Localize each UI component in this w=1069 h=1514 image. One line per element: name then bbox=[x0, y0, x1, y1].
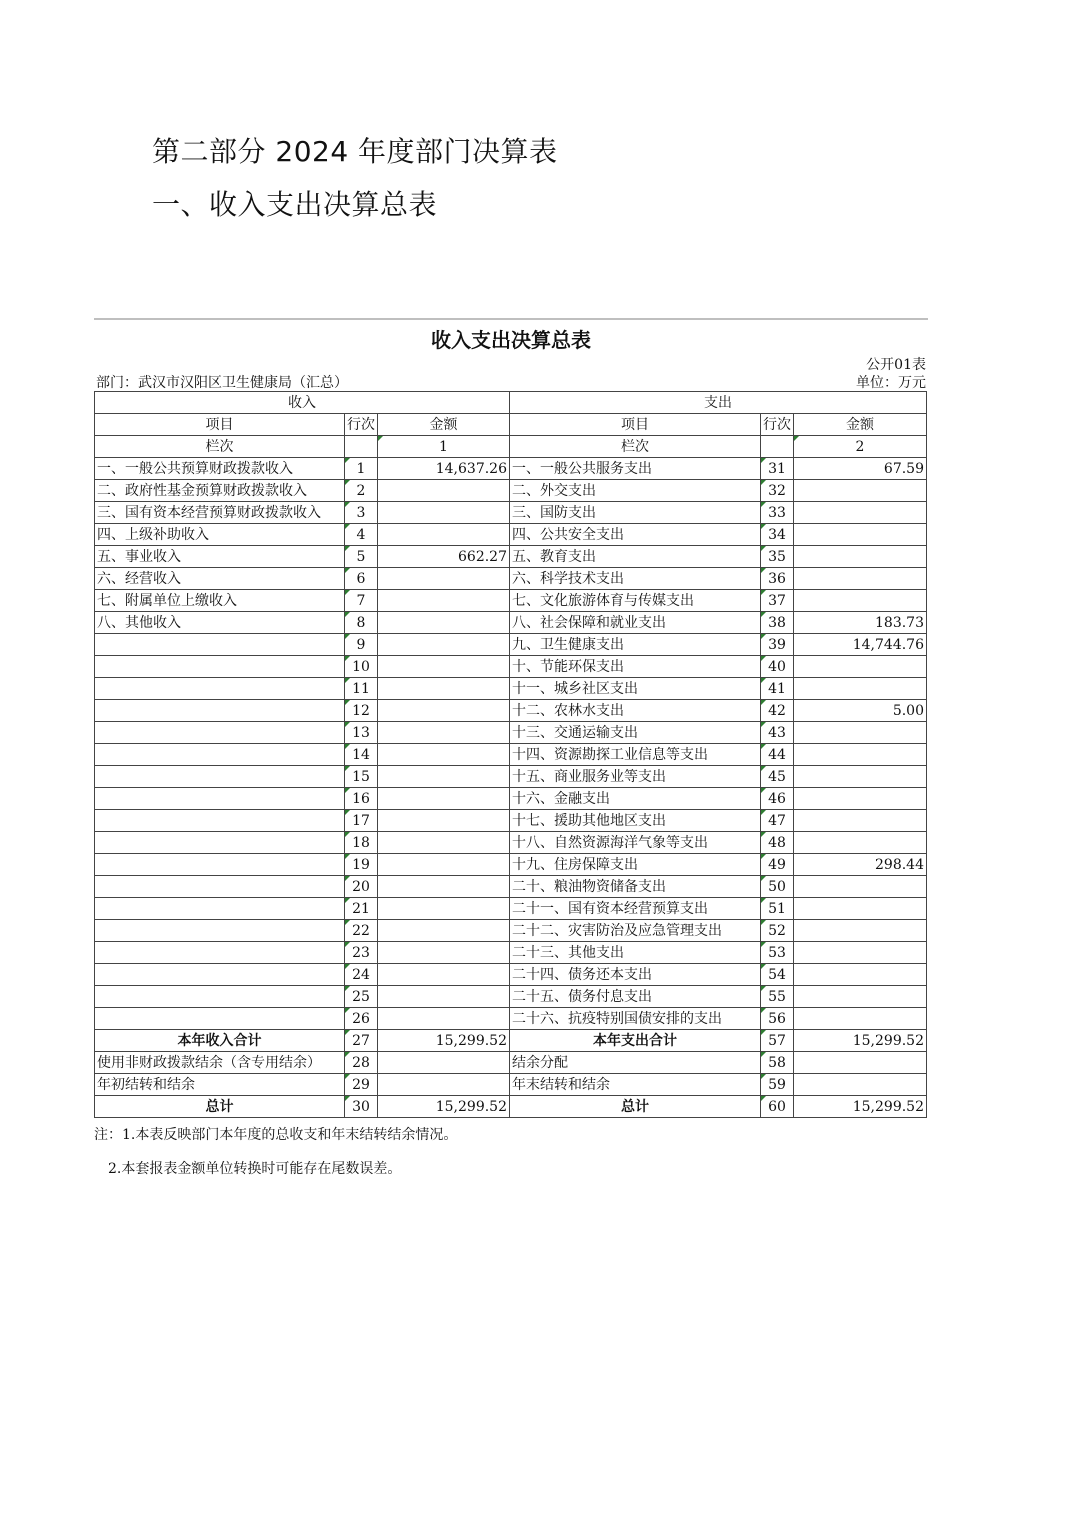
expense-lanci-label: 栏次 bbox=[510, 436, 761, 458]
income-line-no: 3 bbox=[345, 502, 378, 524]
table-row bbox=[95, 480, 927, 502]
expense-amount bbox=[794, 832, 927, 854]
expense-amount bbox=[794, 788, 927, 810]
table-row bbox=[95, 634, 927, 656]
income-header: 收入 bbox=[95, 392, 510, 414]
expense-item: 十五、商业服务业等支出 bbox=[510, 766, 761, 788]
expense-amount: 15,299.52 bbox=[794, 1030, 927, 1052]
income-line-no: 2 bbox=[345, 480, 378, 502]
income-item bbox=[95, 656, 345, 678]
table-row bbox=[95, 612, 927, 634]
income-item bbox=[95, 898, 345, 920]
expense-line-no: 60 bbox=[761, 1096, 794, 1118]
income-item: 八、其他收入 bbox=[95, 612, 345, 634]
table-row bbox=[95, 656, 927, 678]
group-header-row bbox=[95, 392, 927, 414]
income-amount bbox=[378, 678, 510, 700]
table-row bbox=[95, 546, 927, 568]
expense-item: 二十一、国有资本经营预算支出 bbox=[510, 898, 761, 920]
expense-amount bbox=[794, 898, 927, 920]
income-line-no: 15 bbox=[345, 766, 378, 788]
table-row bbox=[95, 502, 927, 524]
income-item: 五、事业收入 bbox=[95, 546, 345, 568]
expense-item: 四、公共安全支出 bbox=[510, 524, 761, 546]
expense-line-no: 58 bbox=[761, 1052, 794, 1074]
table-row bbox=[95, 766, 927, 788]
expense-item: 二十五、债务付息支出 bbox=[510, 986, 761, 1008]
table-row bbox=[95, 568, 927, 590]
expense-item: 二十六、抗疫特别国债安排的支出 bbox=[510, 1008, 761, 1030]
income-line-no: 27 bbox=[345, 1030, 378, 1052]
income-item bbox=[95, 634, 345, 656]
expense-amount bbox=[794, 722, 927, 744]
top-divider bbox=[94, 318, 928, 320]
expense-item: 年末结转和结余 bbox=[510, 1074, 761, 1096]
income-amount bbox=[378, 656, 510, 678]
expense-item: 二十三、其他支出 bbox=[510, 942, 761, 964]
income-item bbox=[95, 854, 345, 876]
income-item bbox=[95, 1008, 345, 1030]
expense-amount bbox=[794, 920, 927, 942]
income-amount bbox=[378, 1052, 510, 1074]
expense-line-no: 49 bbox=[761, 854, 794, 876]
expense-lanci-empty bbox=[761, 436, 794, 458]
income-item bbox=[95, 986, 345, 1008]
form-number-row bbox=[94, 354, 928, 372]
table-row bbox=[95, 876, 927, 898]
expense-line-no: 47 bbox=[761, 810, 794, 832]
income-item-header: 项目 bbox=[95, 414, 345, 436]
income-line-no: 17 bbox=[345, 810, 378, 832]
expense-line-no: 36 bbox=[761, 568, 794, 590]
income-line-no: 30 bbox=[345, 1096, 378, 1118]
income-amount-header: 金额 bbox=[378, 414, 510, 436]
expense-amount bbox=[794, 964, 927, 986]
income-line-no: 26 bbox=[345, 1008, 378, 1030]
note-1: 注：1.本表反映部门本年度的总收支和年末结转结余情况。 bbox=[94, 1127, 458, 1143]
expense-line-no: 55 bbox=[761, 986, 794, 1008]
income-amount bbox=[378, 986, 510, 1008]
expense-item: 二、外交支出 bbox=[510, 480, 761, 502]
expense-item: 十八、自然资源海洋气象等支出 bbox=[510, 832, 761, 854]
expense-line-no: 31 bbox=[761, 458, 794, 480]
expense-line-no: 48 bbox=[761, 832, 794, 854]
expense-amount: 67.59 bbox=[794, 458, 927, 480]
expense-amount bbox=[794, 524, 927, 546]
expense-amount bbox=[794, 1008, 927, 1030]
expense-amount: 5.00 bbox=[794, 700, 927, 722]
expense-line-no: 35 bbox=[761, 546, 794, 568]
expense-amount bbox=[794, 480, 927, 502]
expense-amount bbox=[794, 1052, 927, 1074]
expense-item: 二十、粮油物资储备支出 bbox=[510, 876, 761, 898]
expense-item: 二十二、灾害防治及应急管理支出 bbox=[510, 920, 761, 942]
income-line-no: 21 bbox=[345, 898, 378, 920]
income-amount bbox=[378, 502, 510, 524]
income-item: 六、经营收入 bbox=[95, 568, 345, 590]
expense-item: 结余分配 bbox=[510, 1052, 761, 1074]
expense-amount bbox=[794, 590, 927, 612]
income-item bbox=[95, 832, 345, 854]
table-row bbox=[95, 898, 927, 920]
expense-item: 二十四、债务还本支出 bbox=[510, 964, 761, 986]
expense-amount bbox=[794, 546, 927, 568]
income-line-no: 7 bbox=[345, 590, 378, 612]
expense-amount bbox=[794, 678, 927, 700]
income-amount bbox=[378, 920, 510, 942]
expense-line-no: 34 bbox=[761, 524, 794, 546]
expense-line-no: 38 bbox=[761, 612, 794, 634]
expense-line-no: 40 bbox=[761, 656, 794, 678]
expense-line-no: 45 bbox=[761, 766, 794, 788]
income-amount bbox=[378, 590, 510, 612]
income-amount bbox=[378, 854, 510, 876]
expense-item: 十二、农林水支出 bbox=[510, 700, 761, 722]
income-item bbox=[95, 876, 345, 898]
expense-item: 三、国防支出 bbox=[510, 502, 761, 524]
income-line-header: 行次 bbox=[345, 414, 378, 436]
expense-header: 支出 bbox=[510, 392, 927, 414]
table-row bbox=[95, 810, 927, 832]
income-line-no: 12 bbox=[345, 700, 378, 722]
expense-item: 六、科学技术支出 bbox=[510, 568, 761, 590]
table-row bbox=[95, 788, 927, 810]
income-item: 一、一般公共预算财政拨款收入 bbox=[95, 458, 345, 480]
income-amount bbox=[378, 942, 510, 964]
notes bbox=[94, 1124, 928, 1192]
income-line-no: 4 bbox=[345, 524, 378, 546]
expense-amount bbox=[794, 810, 927, 832]
table-row bbox=[95, 920, 927, 942]
table-row bbox=[95, 986, 927, 1008]
expense-amount-header: 金额 bbox=[794, 414, 927, 436]
table-row bbox=[95, 744, 927, 766]
table-row bbox=[95, 458, 927, 480]
expense-line-no: 43 bbox=[761, 722, 794, 744]
expense-item: 九、卫生健康支出 bbox=[510, 634, 761, 656]
income-item bbox=[95, 964, 345, 986]
income-item bbox=[95, 700, 345, 722]
expense-line-no: 46 bbox=[761, 788, 794, 810]
expense-line-no: 44 bbox=[761, 744, 794, 766]
extra-row bbox=[95, 1052, 927, 1074]
expense-line-no: 32 bbox=[761, 480, 794, 502]
expense-item: 十、节能环保支出 bbox=[510, 656, 761, 678]
income-line-no: 19 bbox=[345, 854, 378, 876]
expense-amount bbox=[794, 502, 927, 524]
expense-line-no: 59 bbox=[761, 1074, 794, 1096]
expense-line-no: 33 bbox=[761, 502, 794, 524]
income-column-index: 1 bbox=[378, 436, 510, 458]
subtotal-row bbox=[95, 1030, 927, 1052]
income-line-no: 5 bbox=[345, 546, 378, 568]
income-line-no: 1 bbox=[345, 458, 378, 480]
income-line-no: 8 bbox=[345, 612, 378, 634]
expense-item: 八、社会保障和就业支出 bbox=[510, 612, 761, 634]
income-amount: 662.27 bbox=[378, 546, 510, 568]
income-amount: 14,637.26 bbox=[378, 458, 510, 480]
table-row bbox=[95, 678, 927, 700]
income-line-no: 11 bbox=[345, 678, 378, 700]
expense-line-no: 56 bbox=[761, 1008, 794, 1030]
income-line-no: 20 bbox=[345, 876, 378, 898]
expense-line-no: 54 bbox=[761, 964, 794, 986]
expense-amount bbox=[794, 876, 927, 898]
income-amount bbox=[378, 722, 510, 744]
column-header-row bbox=[95, 414, 927, 436]
expense-item: 十六、金融支出 bbox=[510, 788, 761, 810]
table-row bbox=[95, 832, 927, 854]
income-amount bbox=[378, 612, 510, 634]
income-item: 年初结转和结余 bbox=[95, 1074, 345, 1096]
income-expense-table bbox=[94, 391, 927, 1118]
expense-line-header: 行次 bbox=[761, 414, 794, 436]
expense-item: 十三、交通运输支出 bbox=[510, 722, 761, 744]
department-unit-row bbox=[94, 372, 928, 390]
table-section-heading: 一、收入支出决算总表 bbox=[152, 188, 438, 221]
income-amount bbox=[378, 700, 510, 722]
income-amount bbox=[378, 1008, 510, 1030]
table-row bbox=[95, 524, 927, 546]
expense-amount bbox=[794, 942, 927, 964]
table-row bbox=[95, 942, 927, 964]
income-item: 使用非财政拨款结余（含专用结余） bbox=[95, 1052, 345, 1074]
income-amount bbox=[378, 876, 510, 898]
expense-line-no: 41 bbox=[761, 678, 794, 700]
expense-amount bbox=[794, 744, 927, 766]
income-amount bbox=[378, 898, 510, 920]
income-item bbox=[95, 810, 345, 832]
expense-item: 十四、资源勘探工业信息等支出 bbox=[510, 744, 761, 766]
expense-line-no: 53 bbox=[761, 942, 794, 964]
income-amount bbox=[378, 634, 510, 656]
expense-amount: 15,299.52 bbox=[794, 1096, 927, 1118]
expense-line-no: 42 bbox=[761, 700, 794, 722]
form-number: 公开01表 bbox=[866, 357, 926, 373]
income-line-no: 16 bbox=[345, 788, 378, 810]
income-amount bbox=[378, 832, 510, 854]
income-line-no: 23 bbox=[345, 942, 378, 964]
income-item bbox=[95, 942, 345, 964]
income-amount bbox=[378, 524, 510, 546]
table-title: 收入支出决算总表 bbox=[431, 328, 591, 352]
income-amount: 15,299.52 bbox=[378, 1030, 510, 1052]
expense-amount bbox=[794, 766, 927, 788]
income-item bbox=[95, 766, 345, 788]
income-line-no: 18 bbox=[345, 832, 378, 854]
table-row bbox=[95, 854, 927, 876]
income-line-no: 9 bbox=[345, 634, 378, 656]
income-lanci-label: 栏次 bbox=[95, 436, 345, 458]
expense-line-no: 50 bbox=[761, 876, 794, 898]
expense-item: 十九、住房保障支出 bbox=[510, 854, 761, 876]
income-line-no: 24 bbox=[345, 964, 378, 986]
unit-label: 单位：万元 bbox=[856, 375, 926, 391]
table-row bbox=[95, 964, 927, 986]
income-amount bbox=[378, 744, 510, 766]
income-amount bbox=[378, 810, 510, 832]
expense-column-index: 2 bbox=[794, 436, 927, 458]
income-item: 七、附属单位上缴收入 bbox=[95, 590, 345, 612]
column-index-row bbox=[95, 436, 927, 458]
total-row bbox=[95, 1096, 927, 1118]
income-amount bbox=[378, 964, 510, 986]
income-amount bbox=[378, 766, 510, 788]
income-item: 四、上级补助收入 bbox=[95, 524, 345, 546]
income-amount bbox=[378, 1074, 510, 1096]
income-lanci-empty bbox=[345, 436, 378, 458]
income-item: 本年收入合计 bbox=[95, 1030, 345, 1052]
income-line-no: 14 bbox=[345, 744, 378, 766]
income-amount: 15,299.52 bbox=[378, 1096, 510, 1118]
expense-item: 七、文化旅游体育与传媒支出 bbox=[510, 590, 761, 612]
income-item bbox=[95, 744, 345, 766]
income-item bbox=[95, 722, 345, 744]
table-row bbox=[95, 1008, 927, 1030]
extra-row bbox=[95, 1074, 927, 1096]
expense-amount bbox=[794, 656, 927, 678]
department-label: 部门：武汉市汉阳区卫生健康局（汇总） bbox=[96, 375, 348, 391]
income-item: 二、政府性基金预算财政拨款收入 bbox=[95, 480, 345, 502]
expense-item-header: 项目 bbox=[510, 414, 761, 436]
section-heading: 第二部分 2024 年度部门决算表 bbox=[152, 135, 558, 168]
income-item bbox=[95, 678, 345, 700]
income-item bbox=[95, 788, 345, 810]
income-line-no: 10 bbox=[345, 656, 378, 678]
income-amount bbox=[378, 788, 510, 810]
income-line-no: 25 bbox=[345, 986, 378, 1008]
expense-item: 总计 bbox=[510, 1096, 761, 1118]
expense-item: 十一、城乡社区支出 bbox=[510, 678, 761, 700]
expense-item: 五、教育支出 bbox=[510, 546, 761, 568]
expense-line-no: 39 bbox=[761, 634, 794, 656]
income-line-no: 13 bbox=[345, 722, 378, 744]
expense-item: 十七、援助其他地区支出 bbox=[510, 810, 761, 832]
income-amount bbox=[378, 568, 510, 590]
income-item: 总计 bbox=[95, 1096, 345, 1118]
expense-item: 本年支出合计 bbox=[510, 1030, 761, 1052]
spreadsheet-image bbox=[94, 318, 928, 1192]
expense-line-no: 57 bbox=[761, 1030, 794, 1052]
expense-line-no: 51 bbox=[761, 898, 794, 920]
expense-amount: 14,744.76 bbox=[794, 634, 927, 656]
expense-amount bbox=[794, 1074, 927, 1096]
income-line-no: 22 bbox=[345, 920, 378, 942]
expense-item: 一、一般公共服务支出 bbox=[510, 458, 761, 480]
income-line-no: 29 bbox=[345, 1074, 378, 1096]
note-2: 2.本套报表金额单位转换时可能存在尾数误差。 bbox=[108, 1161, 402, 1177]
income-item: 三、国有资本经营预算财政拨款收入 bbox=[95, 502, 345, 524]
expense-line-no: 37 bbox=[761, 590, 794, 612]
expense-amount: 183.73 bbox=[794, 612, 927, 634]
table-row bbox=[95, 722, 927, 744]
expense-line-no: 52 bbox=[761, 920, 794, 942]
income-line-no: 6 bbox=[345, 568, 378, 590]
expense-amount bbox=[794, 986, 927, 1008]
income-amount bbox=[378, 480, 510, 502]
income-line-no: 28 bbox=[345, 1052, 378, 1074]
table-row bbox=[95, 700, 927, 722]
expense-amount bbox=[794, 568, 927, 590]
income-item bbox=[95, 920, 345, 942]
table-row bbox=[95, 590, 927, 612]
expense-amount: 298.44 bbox=[794, 854, 927, 876]
